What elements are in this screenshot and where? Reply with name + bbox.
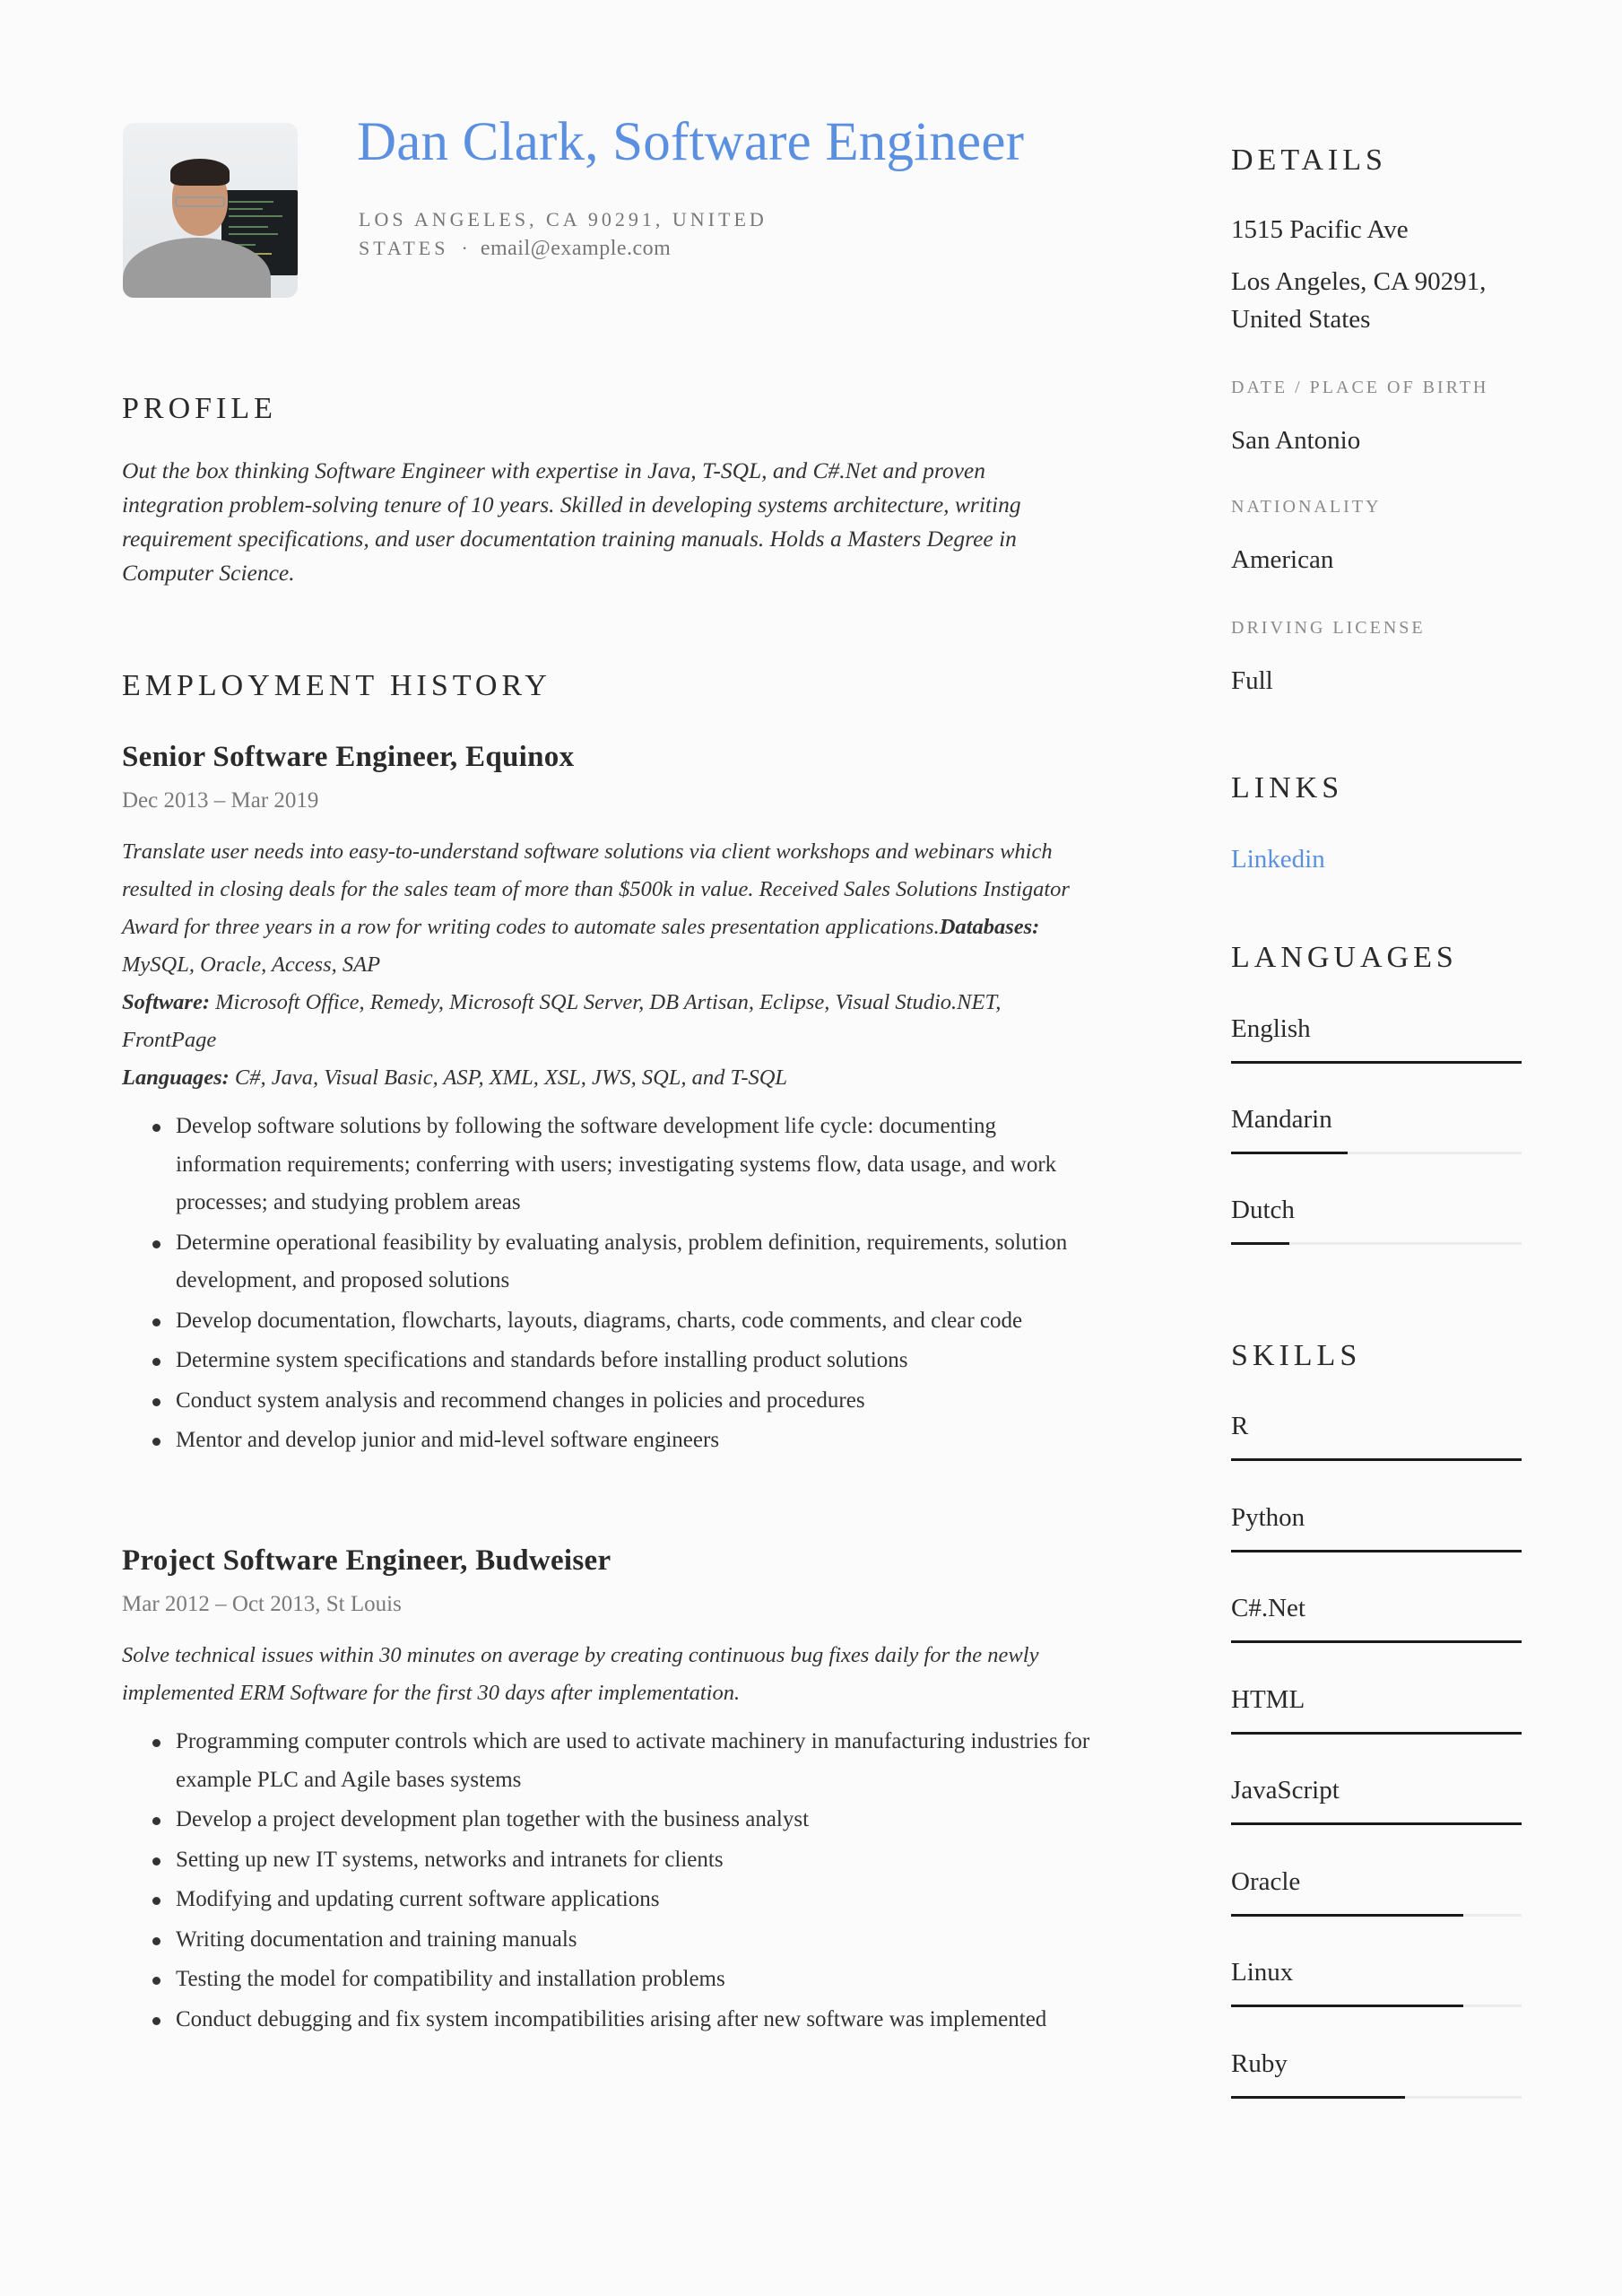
birth-label: DATE / PLACE OF BIRTH [1231,378,1489,397]
skill-item [1231,1774,1522,1825]
software-label: Software: [122,990,210,1014]
job-title: Senior Software Engineer, Equinox [122,741,575,773]
details-street: 1515 Pacific Ave [1231,215,1409,244]
skill-level-track [1231,2005,1522,2007]
skill-level-track [1231,1640,1522,1643]
employment-heading: EMPLOYMENT HISTORY [122,669,551,702]
profile-heading: PROFILE [122,392,277,425]
skill-level-fill [1231,1640,1522,1643]
bullet-item: Modifying and updating current software applications [122,1881,1099,1919]
skill-level-track [1231,1550,1522,1552]
skill-item [1231,1683,1522,1735]
language-name: Dutch [1231,1196,1295,1224]
bullet-item: Testing the model for compatibility and installation problems [122,1961,1099,1999]
profile-summary: Out the box thinking Software Engineer with expertise in Java, T-SQL, and C#.Net and proven integration problem-solving tenure of 10 years. Skilled in developing systems architecture, writing requirement specifications, and user documentation training manuals. Holds a Masters Degree in Computer Science. [122,457,1021,586]
license-value: Full [1231,666,1273,695]
software-list: Microsoft Office, Remedy, Microsoft SQL Server, DB Artisan, Eclipse, Visual Studio.NET, FrontPage [122,990,1002,1052]
skill-item [1231,1501,1522,1552]
language-name: English [1231,1014,1311,1043]
job-bullets [122,1108,1099,1460]
skill-level-fill [1231,1458,1522,1461]
bullet-item: Conduct debugging and fix system incompatibilities arising after new software was implemented [122,2001,1099,2039]
databases-label: Databases: [939,915,1040,939]
language-level-track [1231,1242,1522,1245]
bullet-item: Conduct system analysis and recommend changes in policies and procedures [122,1382,1099,1421]
candidate-name: Dan Clark, Software Engineer [357,112,1025,172]
skill-name: C#.Net [1231,1594,1305,1622]
contact-info [359,205,789,263]
skill-level-fill [1231,2005,1463,2007]
skill-level-track [1231,1732,1522,1735]
bullet-item: Programming computer controls which are used to activate machinery in manufacturing industries for example PLC and Agile bases systems [122,1723,1099,1799]
skill-level-fill [1231,1550,1522,1552]
job-title: Project Software Engineer, Budweiser [122,1544,612,1577]
address-line-2: STATES [359,237,449,259]
bullet-item: Writing documentation and training manuals [122,1921,1099,1960]
links-heading: LINKS [1231,771,1344,804]
skill-level-track [1231,1458,1522,1461]
glasses-icon [175,196,225,207]
skill-level-fill [1231,1732,1522,1735]
language-level-track [1231,1061,1522,1064]
profile-photo [123,123,298,298]
skill-item [1231,2048,1522,2099]
skill-level-track [1231,2096,1522,2099]
job-date: Mar 2012 – Oct 2013, St Louis [122,1592,402,1616]
bullet-item: Develop a project development plan together with the business analyst [122,1801,1099,1839]
language-level-track [1231,1152,1522,1154]
skill-name: Python [1231,1502,1305,1532]
language-level-fill [1231,1242,1289,1245]
language-item [1231,1194,1522,1245]
separator-dot: · [461,237,468,259]
bullet-item: Develop software solutions by following the software development life cycle: documenting information requirements; conferring with users; investigating systems flow, data usage, and work processes; and studying problem areas [122,1108,1099,1222]
languages-heading: LANGUAGES [1231,941,1458,974]
birth-value: San Antonio [1231,426,1361,455]
bullet-item: Mentor and develop junior and mid-level software engineers [122,1422,1099,1460]
bullet-item: Develop documentation, flowcharts, layouts, diagrams, charts, code comments, and clear code [122,1302,1099,1341]
language-item [1231,1013,1522,1064]
job-entry-1 [122,741,1099,1462]
skill-name: Oracle [1231,1866,1301,1896]
skill-item [1231,1592,1522,1643]
job-bullets [122,1723,1099,2039]
skill-level-fill [1231,1914,1463,1917]
job-description [122,833,1099,1097]
nationality-label: NATIONALITY [1231,497,1382,517]
person-hair [170,159,230,186]
skills-heading: SKILLS [1231,1339,1362,1372]
databases-list: MySQL, Oracle, Access, SAP [122,952,381,977]
languages-label: Languages: [122,1065,230,1090]
skill-name: Ruby [1231,2048,1288,2078]
nationality-value: American [1231,545,1334,574]
languages-list: C#, Java, Visual Basic, ASP, XML, XSL, JWS, SQL, and T-SQL [234,1065,788,1090]
job-entry-2 [122,1544,1099,2040]
job-summary: Translate user needs into easy-to-understand software solutions via client workshops and webinars which resulted in closing deals for the sales team of more than $500k in value. Received Sales Solutions Instigator Award for three years in a row for writing codes to automate sales presentation applications. [122,839,1070,939]
language-item [1231,1103,1522,1154]
skill-item [1231,1410,1522,1461]
job-description: Solve technical issues within 30 minutes on average by creating continuous bug fixes daily for the newly implemented ERM Software for the first 30 days after implementation. [122,1643,1039,1705]
skill-item [1231,1866,1522,1917]
skill-level-fill [1231,1822,1522,1825]
skill-level-track [1231,1914,1522,1917]
details-city: Los Angeles, CA 90291, United States [1231,267,1487,334]
license-label: DRIVING LICENSE [1231,618,1426,638]
skill-name: R [1231,1412,1249,1440]
skill-item [1231,1956,1522,2007]
language-level-fill [1231,1152,1348,1154]
language-level-fill [1231,1061,1522,1064]
email-link[interactable]: email@example.com [480,237,672,260]
skill-name: JavaScript [1231,1776,1340,1805]
bullet-item: Determine system specifications and standards before installing product solutions [122,1342,1099,1380]
bullet-item: Setting up new IT systems, networks and intranets for clients [122,1841,1099,1880]
skill-level-track [1231,1822,1522,1825]
language-name: Mandarin [1231,1105,1332,1134]
skill-name: Linux [1231,1958,1294,1987]
linkedin-link[interactable]: Linkedin [1231,845,1325,874]
skill-name: HTML [1231,1684,1305,1714]
skill-level-fill [1231,2096,1405,2099]
details-heading: DETAILS [1231,144,1387,177]
address-line-1: LOS ANGELES, CA 90291, UNITED [359,208,768,230]
job-date: Dec 2013 – Mar 2019 [122,788,319,813]
bullet-item: Determine operational feasibility by evaluating analysis, problem definition, requirements, solution development, and proposed solutions [122,1224,1099,1300]
